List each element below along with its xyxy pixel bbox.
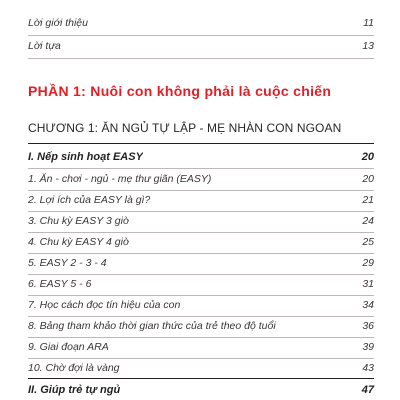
divider: [28, 58, 374, 59]
toc-entry[interactable]: [28, 341, 374, 353]
divider: [28, 35, 374, 36]
toc-section-page: 47: [361, 384, 374, 396]
toc-entry-page: 11: [363, 17, 374, 29]
toc-entry-label: Lời giới thiệu: [28, 17, 88, 29]
toc-entry-page: 21: [362, 194, 374, 206]
toc-entry-label: 10. Chờ đợi là vàng: [28, 362, 120, 374]
chapter-divider: [28, 143, 374, 144]
divider: [28, 316, 374, 317]
divider: [28, 295, 374, 296]
toc-entry-label: 9. Giai đoạn ARA: [28, 341, 109, 353]
toc-section-page: 20: [361, 151, 374, 163]
toc-section-label: II. Giúp trẻ tự ngủ: [28, 384, 121, 396]
toc-entry[interactable]: [28, 362, 374, 374]
toc-entry-label: 7. Học cách đọc tín hiệu của con: [28, 299, 181, 311]
toc-entry-page: 36: [362, 320, 374, 332]
toc-entry[interactable]: [28, 299, 374, 311]
toc-entry-page: 25: [362, 236, 374, 248]
toc-entry-page: 29: [362, 257, 374, 269]
toc-section-2[interactable]: [28, 384, 374, 396]
divider: [28, 211, 374, 212]
divider: [28, 274, 374, 275]
toc-entry-preface[interactable]: [28, 40, 374, 52]
toc-entry-label: 4. Chu kỳ EASY 4 giờ: [28, 236, 130, 248]
toc-entry-page: 39: [362, 341, 374, 353]
toc-entry[interactable]: [28, 215, 374, 227]
section-divider: [28, 378, 374, 379]
divider: [28, 232, 374, 233]
toc-entry-page: 13: [362, 40, 374, 52]
toc-entry-page: 24: [362, 215, 374, 227]
toc-section-1[interactable]: [28, 151, 374, 163]
toc-entry[interactable]: [28, 173, 374, 185]
part-title: PHẦN 1: Nuôi con không phải là cuộc chiến: [28, 83, 332, 99]
divider: [28, 337, 374, 338]
toc-entry-label: Lời tựa: [28, 40, 61, 52]
toc-entry[interactable]: [28, 194, 374, 206]
toc-entry[interactable]: [28, 236, 374, 248]
toc-entry-page: 20: [362, 173, 374, 185]
toc-entry-label: 5. EASY 2 - 3 - 4: [28, 257, 107, 269]
divider: [28, 358, 374, 359]
toc-entry-intro[interactable]: [28, 17, 374, 29]
toc-entry-page: 31: [362, 278, 374, 290]
divider: [28, 168, 374, 169]
toc-entry[interactable]: [28, 257, 374, 269]
divider: [28, 190, 374, 191]
toc-entry-label: 8. Bảng tham khảo thời gian thức của trẻ theo độ tuổi: [28, 320, 276, 332]
toc-entry-label: 3. Chu kỳ EASY 3 giờ: [28, 215, 130, 227]
toc-entry-label: 1. Ăn - chơi - ngủ - mẹ thư giãn (EASY): [28, 173, 212, 185]
toc-entry-page: 43: [362, 362, 374, 374]
chapter-title: CHƯƠNG 1: ĂN NGỦ TỰ LẬP - MẸ NHÀN CON NGOAN: [28, 121, 342, 135]
toc-entry[interactable]: [28, 320, 374, 332]
toc-entry-label: 6. EASY 5 - 6: [28, 278, 92, 290]
toc-entry[interactable]: [28, 278, 374, 290]
toc-entry-label: 2. Lợi ích của EASY là gì?: [28, 194, 151, 206]
toc-entry-page: 34: [362, 299, 374, 311]
toc-section-label: I. Nếp sinh hoạt EASY: [28, 151, 143, 163]
divider: [28, 253, 374, 254]
